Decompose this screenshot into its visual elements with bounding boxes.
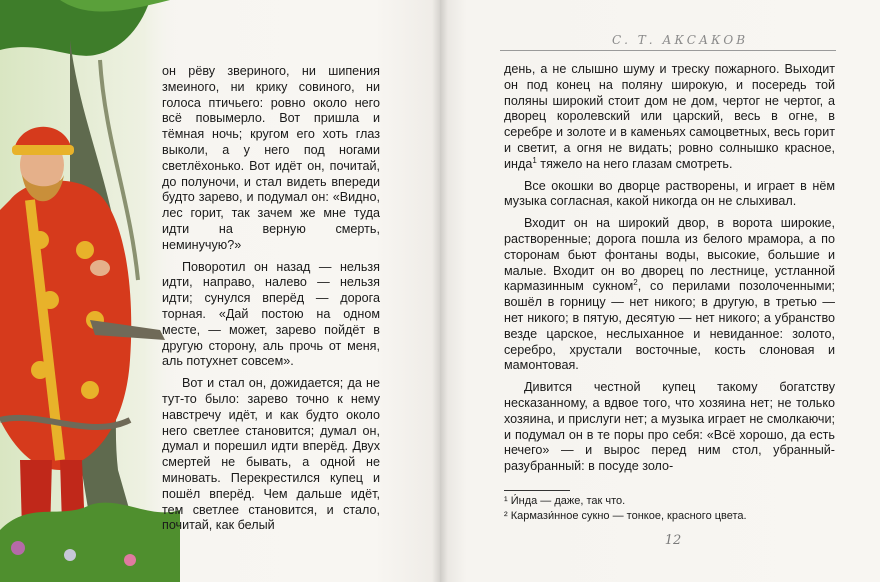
book-gutter — [432, 0, 448, 582]
right-paragraph-4-text: Дивится честной купец такому богатству несказанному, а вдвое того, что хозяина нет; не только хозяина, и прислуги нет; а музыка играет не смолкаючи; и подумал он в те поры про себя: «Всё хорошо, да есть нечего» — и вырос перед ним стол, убранный-разубранный: в посуде золо- — [504, 380, 835, 474]
footnote-2: ² Кармази́нное сукно — тонкое, красного цвета. — [504, 510, 747, 522]
footnote-rule — [504, 490, 570, 491]
right-paragraph-3-after: , со перилами позолоченными; вошёл в горницу — нет никого; в другую, в третью — нет никого; в пятую, десятую — нет никого; а убранство везде царское, неслыханное и невиданное: золото, серебро, хрустали восточные, кость слоновая и мамонтовая. — [504, 279, 835, 373]
right-paragraph-2-text: Все окошки во дворце растворены, и играет в нём музыка согласная, какой никогда он не слыхивал. — [504, 178, 835, 209]
merchant-illustration — [0, 0, 180, 582]
left-paragraph-2: Поворотил он назад — нельзя идти, направо, налево — нельзя идти; сунулся вперёд — дорога торная. «Дай постою на одном месте, — может, зарево пойдёт в другую сторону, аль прочь от меня, аль потухнет совсем». — [162, 259, 380, 369]
left-paragraph-1: он рёву звериного, ни шипения змеиного, ни крику совиного, ни голоса птичьего: ровно около него всё повымерло. Вот пришла и тёмная ночь; кругом его хоть глаз выколи, а у него под ногами светлёхонько. Вот идёт он, почитай, до полуночи, и стал видеть впереди будто зарево, и подумал он: «Видно, лес горит, так зачем же мне туда идти на верную смерть, неминучую?» — [162, 64, 380, 252]
footnotes — [504, 494, 844, 524]
footnote-1: ¹ И́нда — даже, так что. — [504, 495, 626, 507]
header-rule — [500, 50, 836, 51]
right-paragraph-1 — [504, 62, 835, 173]
footnote-ref-2: 2 — [633, 278, 638, 288]
page-number: 12 — [664, 533, 682, 548]
right-paragraph-1-text: день, а не слышно шуму и треску пожарного. Выходит он под конец на поляну широкую, и посередь той поляны широкий стоит дом не дом, чертог не чертог, а дворец королевский или царский, весь в огне, в серебре и золоте и в каменьях самоцветных, весь горит и светит, а огня не видать; ровно солнышко красное, инда — [504, 62, 835, 171]
running-header-author: С. Т. АКСАКОВ — [611, 33, 749, 47]
right-paragraph-3 — [504, 216, 835, 374]
right-paragraph-1-after: тяжело на него глазам смотреть. — [536, 156, 733, 171]
right-paragraph-4 — [504, 380, 835, 475]
left-paragraph-3: Вот и стал он, дожидается; да не тут-то было: зарево точно к нему навстречу идёт, и как будто около него светлее становится; думал он, думал и порешил идти вперёд. Двух смертей не бывать, а одной не миновать. Перекрестился купец и пошёл вперёд. Чем дальше идёт, тем светлее становится, и стало, почитай, как белый — [162, 376, 380, 533]
right-paragraph-2 — [504, 179, 835, 211]
right-text-column — [504, 62, 835, 481]
right-paragraph-3-text: Входит он на широкий двор, в ворота широкие, растворенные; дорога пошла из белого мрамора, а по сторонам бьют фонтаны воды, высокие, большие и малые. Входит он во дворец по лестнице, устланной кармазинным сукном — [504, 216, 835, 294]
left-text-column — [162, 64, 380, 540]
footnote-ref-1: 1 — [532, 155, 537, 165]
